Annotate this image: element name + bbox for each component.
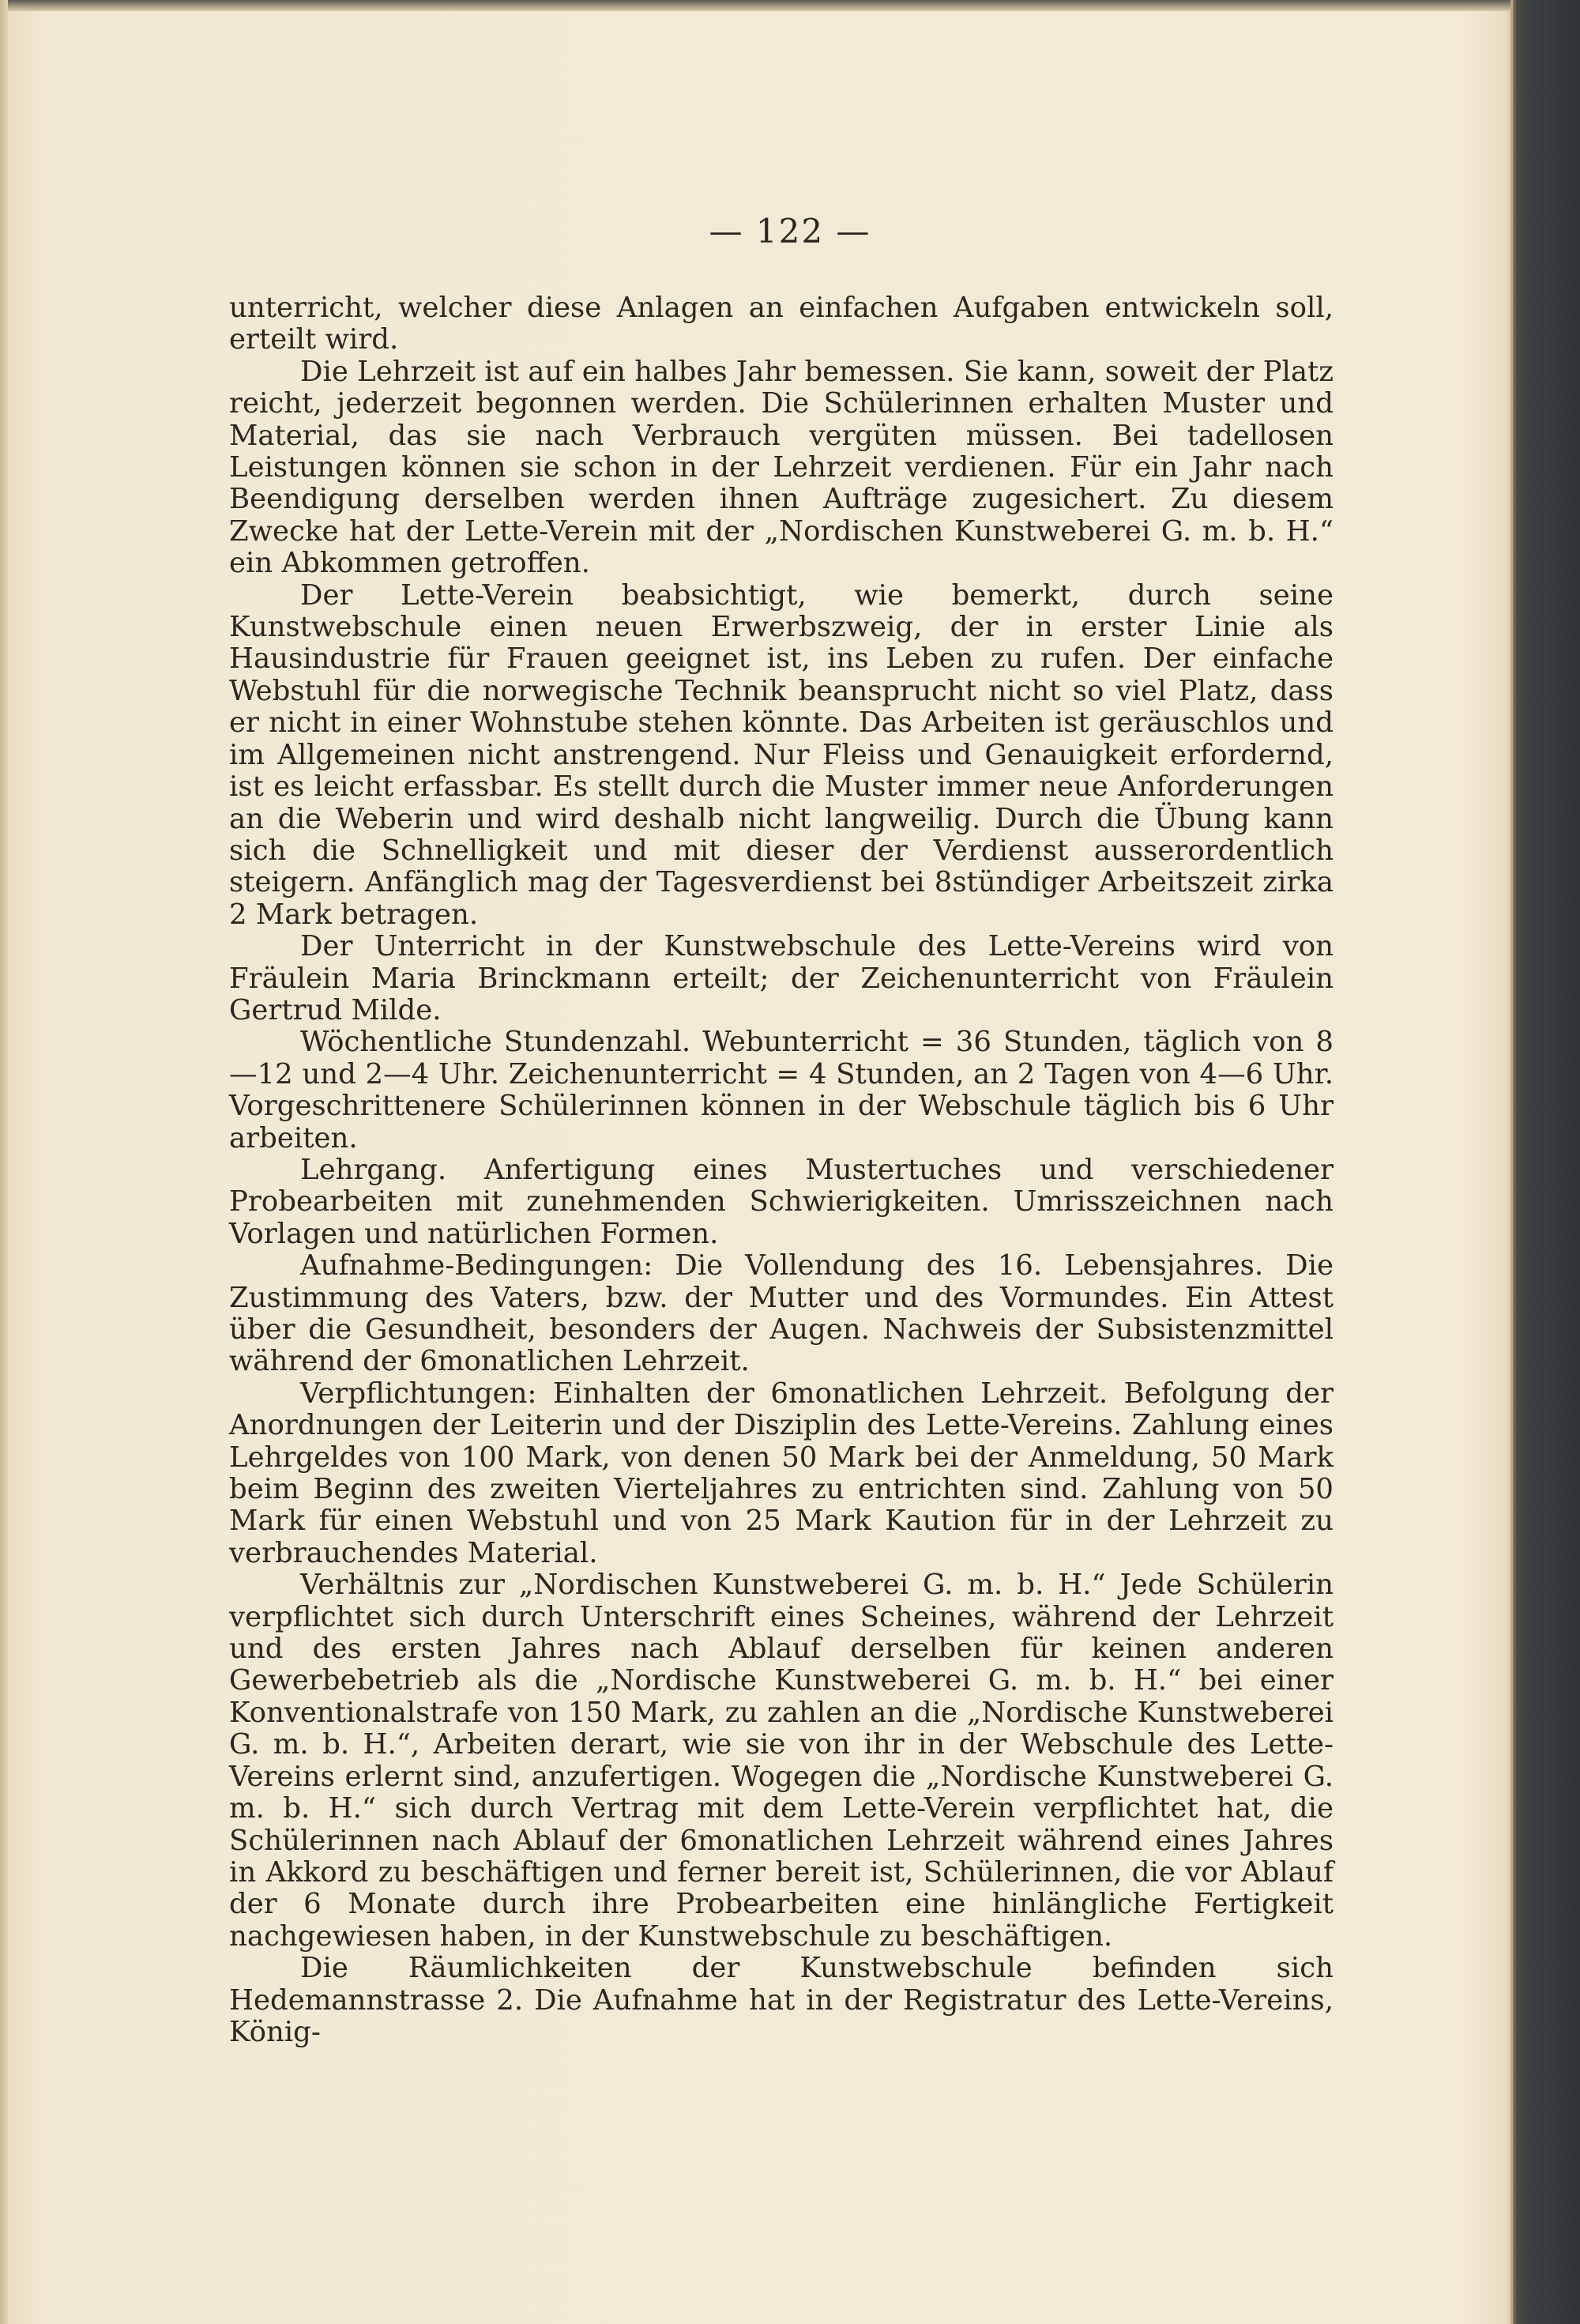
- paragraph-stundenzahl: Wöchentliche Stundenzahl. Webunterricht = 36 Stunden, täglich von 8—12 und 2—4 Uhr. Zeichenunterricht = 4 Stunden, an 2 Tagen von 4—6 Uhr. Vorgeschrittenere Schülerinnen können in der Webschule täglich bis 6 Uhr arbeiten.: [229, 1026, 1334, 1154]
- paragraph-aufnahme-bedingungen: Aufnahme-Bedingungen: Die Vollendung des 16. Lebensjahres. Die Zustimmung des Vaters, bzw. der Mutter und des Vormundes. Ein Attest über die Gesundheit, besonders der Augen. Nachweis der Subsistenzmittel während der 6monatlichen Lehrzeit.: [229, 1249, 1334, 1378]
- page-number: — 122 —: [709, 212, 871, 250]
- paragraph-lehrgang: Lehrgang. Anfertigung eines Mustertuches und verschiedener Probearbeiten mit zunehmenden Schwierigkeiten. Umrisszeichnen nach Vorlagen und natürlichen Formen.: [229, 1153, 1334, 1250]
- body-text: [229, 292, 1334, 2048]
- book-cover-edge: [1513, 0, 1580, 2324]
- paragraph-continuation: unterricht, welcher diese Anlagen an einfachen Aufgaben entwickeln soll, erteilt wird.: [229, 292, 1334, 356]
- page-top-edge: [0, 0, 1513, 11]
- paragraph-lehrzeit: Die Lehrzeit ist auf ein halbes Jahr bemessen. Sie kann, soweit der Platz reicht, jederzeit begonnen werden. Die Schülerinnen erhalten Muster und Material, das sie nach Verbrauch vergüten müssen. Bei tadellosen Leistungen können sie schon in der Lehrzeit verdienen. Für ein Jahr nach Beendigung derselben werden ihnen Aufträge zugesichert. Zu diesem Zwecke hat der Lette-Verein mit der „Nordischen Kunstweberei G. m. b. H.“ ein Abkommen getroffen.: [229, 355, 1334, 580]
- paragraph-raeumlichkeiten: Die Räumlichkeiten der Kunstwebschule befinden sich Hedemannstrasse 2. Die Aufnahme hat in der Registratur des Lette-Vereins, König-: [229, 1952, 1334, 2048]
- paragraph-erwerbszweig: Der Lette-Verein beabsichtigt, wie bemerkt, durch seine Kunstwebschule einen neuen Erwerbszweig, der in erster Linie als Hausindustrie für Frauen geeignet ist, ins Leben zu rufen. Der einfache Webstuhl für die norwegische Technik beansprucht nicht so viel Platz, dass er nicht in einer Wohnstube stehen könnte. Das Arbeiten ist geräuschlos und im Allgemeinen nicht anstrengend. Nur Fleiss und Genauigkeit erfordernd, ist es leicht erfassbar. Es stellt durch die Muster immer neue Anforderungen an die Weberin und wird deshalb nicht langweilig. Durch die Übung kann sich die Schnelligkeit und mit dieser der Verdienst ausserordentlich steigern. Anfänglich mag der Tagesverdienst bei 8stündiger Arbeitszeit zirka 2 Mark betragen.: [229, 578, 1334, 931]
- paragraph-verpflichtungen: Verpflichtungen: Einhalten der 6monatlichen Lehrzeit. Befolgung der Anordnungen der Leiterin und der Disziplin des Lette-Vereins. Zahlung eines Lehrgeldes von 100 Mark, von denen 50 Mark bei der Anmeldung, 50 Mark beim Beginn des zweiten Vierteljahres zu entrichten sind. Zahlung von 50 Mark für einen Webstuhl und von 25 Mark Kaution für in der Lehrzeit zu verbrauchendes Material.: [229, 1377, 1334, 1569]
- paragraph-unterricht: Der Unterricht in der Kunstwebschule des Lette-Vereins wird von Fräulein Maria Brinckmann erteilt; der Zeichenunterricht von Fräulein Gertrud Milde.: [229, 930, 1334, 1026]
- page-left-edge: [0, 0, 8, 2324]
- paragraph-verhaeltnis: Verhältnis zur „Nordischen Kunstweberei G. m. b. H.“ Jede Schülerin verpflichtet sich durch Unterschrift eines Scheines, während der Lehrzeit und des ersten Jahres nach Ablauf derselben für keinen anderen Gewerbebetrieb als die „Nordische Kunstweberei G. m. b. H.“ bei einer Konventionalstrafe von 150 Mark, zu zahlen an die „Nordische Kunstweberei G. m. b. H.“, Arbeiten derart, wie sie von ihr in der Webschule des Lette-Vereins erlernt sind, anzufertigen. Wogegen die „Nordische Kunstweberei G. m. b. H.“ sich durch Vertrag mit dem Lette-Verein verpflichtet hat, die Schülerinnen nach Ablauf der 6monatlichen Lehrzeit während eines Jahres in Akkord zu beschäftigen und ferner bereit ist, Schülerinnen, die vor Ablauf der 6 Monate durch ihre Probearbeiten eine hinlängliche Fertigkeit nachgewiesen haben, in der Kunstwebschule zu beschäftigen.: [229, 1569, 1334, 1953]
